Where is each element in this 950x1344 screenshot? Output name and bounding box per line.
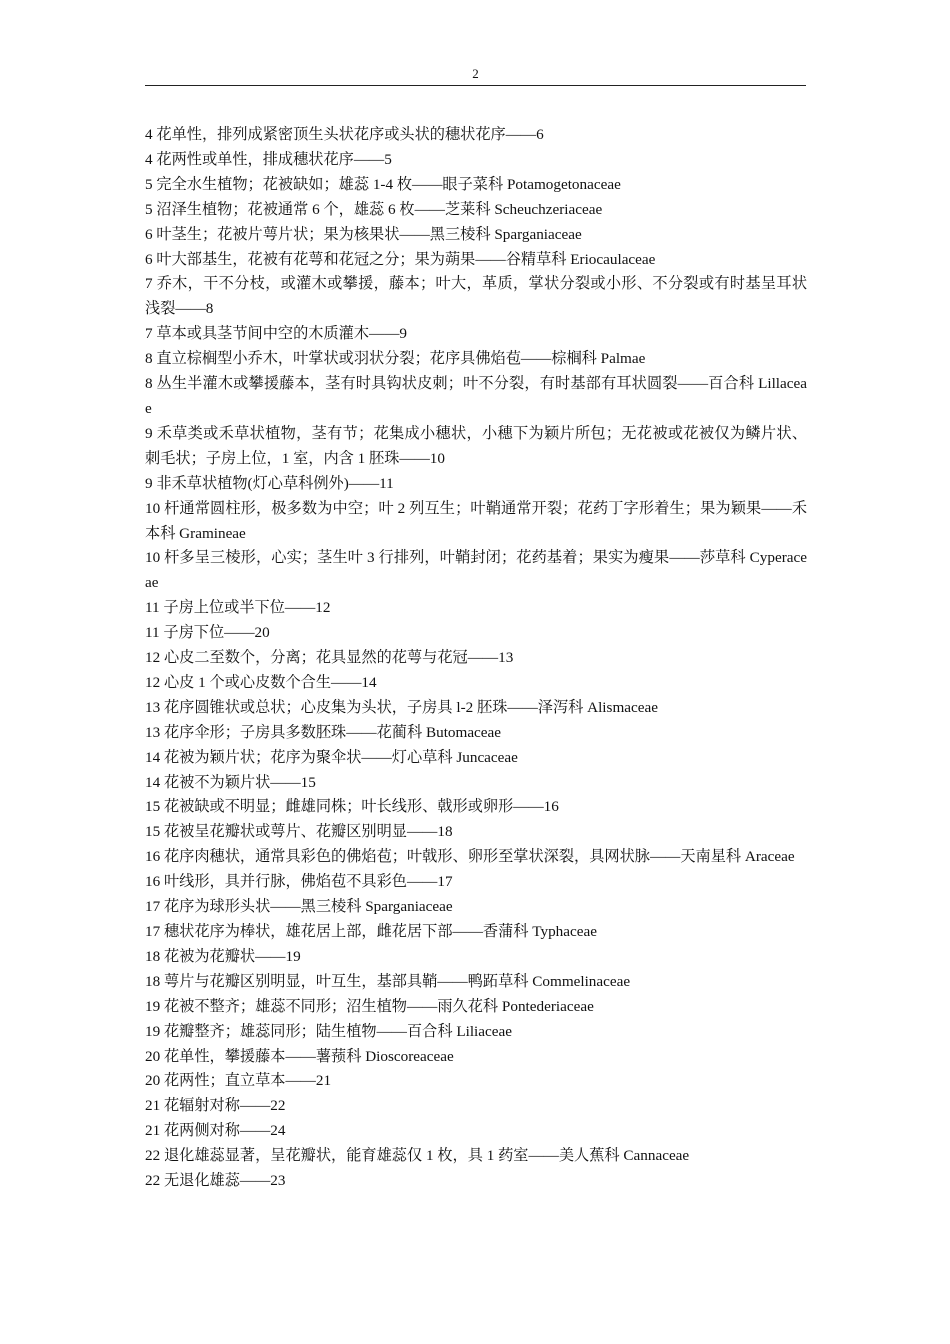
key-entry: 19 花瓣整齐；雄蕊同形；陆生植物——百合科 Liliaceae (145, 1022, 512, 1040)
key-entry: 12 心皮二至数个，分离；花具显然的花萼与花冠——13 (145, 649, 514, 667)
key-entry: 16 叶线形，具并行脉，佛焰苞不具彩色——17 (145, 873, 453, 891)
key-entry: 7 乔木，干不分枝，或灌木或攀援，藤本；叶大，革质，掌状分裂或小形、不分裂或有时基呈耳状浅裂——8 (145, 275, 807, 318)
key-entry: 8 丛生半灌木或攀援藤本，茎有时具钩状皮刺；叶不分裂，有时基部有耳状圆裂——百合科 Lillaceae (145, 375, 807, 417)
key-entry: 11 子房下位——20 (145, 624, 270, 642)
key-entry: 16 花序肉穗状，通常具彩色的佛焰苞；叶戟形、卵形至掌状深裂，具网状脉——天南星科 Araceae (145, 848, 795, 866)
key-entry: 11 子房上位或半下位——12 (145, 599, 331, 617)
key-entry: 18 萼片与花瓣区别明显，叶互生，基部具鞘——鸭跖草科 Commelinaceae (145, 972, 631, 990)
key-entry: 20 花两性；直立草本——21 (145, 1072, 332, 1090)
key-entry: 14 花被不为颖片状——15 (145, 773, 316, 791)
key-entry: 17 穗状花序为棒状，雄花居上部，雌花居下部——香蒲科 Typhaceae (145, 923, 597, 940)
key-entry: 14 花被为颖片状；花序为聚伞状——灯心草科 Juncaceae (145, 748, 518, 766)
key-entry: 20 花单性，攀援藤本——薯蓣科 Dioscoreaceae (145, 1047, 454, 1065)
key-entry: 9 非禾草状植物(灯心草科例外)——11 (145, 474, 394, 492)
key-entry: 19 花被不整齐；雄蕊不同形；沼生植物——雨久花科 Pontederiaceae (145, 997, 594, 1015)
key-entry: 17 花序为球形头状——黑三棱科 Sparganiaceae (145, 898, 453, 916)
key-entry: 10 杆多呈三棱形，心实；茎生叶 3 行排列，叶鞘封闭；花药基着；果实为瘦果——莎草科 Cyperaceae (145, 549, 807, 592)
key-entry: 9 禾草类或禾草状植物，茎有节；花集成小穗状，小穗下为颖片所包；无花被或花被仅为鳞片状、刺毛状；子房上位，1 室，内含 1 胚珠——10 (145, 424, 807, 467)
key-entry: 18 花被为花瓣状——19 (145, 947, 301, 965)
key-content (145, 123, 807, 1194)
key-entry: 22 无退化雄蕊——23 (145, 1172, 286, 1190)
key-entry: 13 花序伞形；子房具多数胚珠——花蔺科 Butomaceae (145, 723, 502, 741)
key-entry: 5 沼泽生植物；花被通常 6 个，雄蕊 6 枚——芝莱科 Scheuchzeriaceae (145, 200, 603, 218)
key-entry: 4 花两性或单性，排成穗状花序——5 (145, 150, 392, 168)
page-number: 2 (472, 66, 479, 81)
key-entry: 21 花两侧对称——24 (145, 1122, 286, 1140)
key-entry: 4 花单性，排列成紧密顶生头状花序或头状的穗状花序——6 (145, 126, 544, 143)
key-entry: 21 花辐射对称——22 (145, 1097, 286, 1115)
header-rule (145, 85, 806, 86)
key-entry: 13 花序圆锥状或总状；心皮集为头状，子房具 l-2 胚珠——泽泻科 Alismaceae (145, 698, 658, 716)
key-entry: 15 花被缺或不明显；雌雄同株；叶长线形、戟形或卵形——16 (145, 798, 559, 816)
key-entry: 7 草本或具茎节间中空的木质灌木——9 (145, 325, 407, 343)
key-entry: 15 花被呈花瓣状或萼片、花瓣区别明显——18 (145, 823, 453, 841)
key-entry: 10 杆通常圆柱形，极多数为中空；叶 2 列互生；叶鞘通常开裂；花药丁字形着生；果为颖果——禾本科 Gramineae (145, 499, 808, 542)
key-entry: 12 心皮 1 个或心皮数个合生——14 (145, 673, 377, 691)
key-entry: 8 直立棕榈型小乔木，叶掌状或羽状分裂；花序具佛焰苞——棕榈科 Palmae (145, 350, 646, 368)
key-entry: 22 退化雄蕊显著，呈花瓣状，能育雄蕊仅 1 枚，具 1 药室——美人蕉科 Cannaceae (145, 1147, 690, 1165)
key-entry: 6 叶大部基生，花被有花萼和花冠之分；果为蒴果——谷精草科 Eriocaulaceae (145, 250, 656, 268)
key-entry: 6 叶茎生；花被片萼片状；果为核果状——黑三棱科 Sparganiaceae (145, 225, 582, 243)
key-entry: 5 完全水生植物；花被缺如；雄蕊 1-4 枚——眼子菜科 Potamogetonaceae (145, 175, 621, 193)
